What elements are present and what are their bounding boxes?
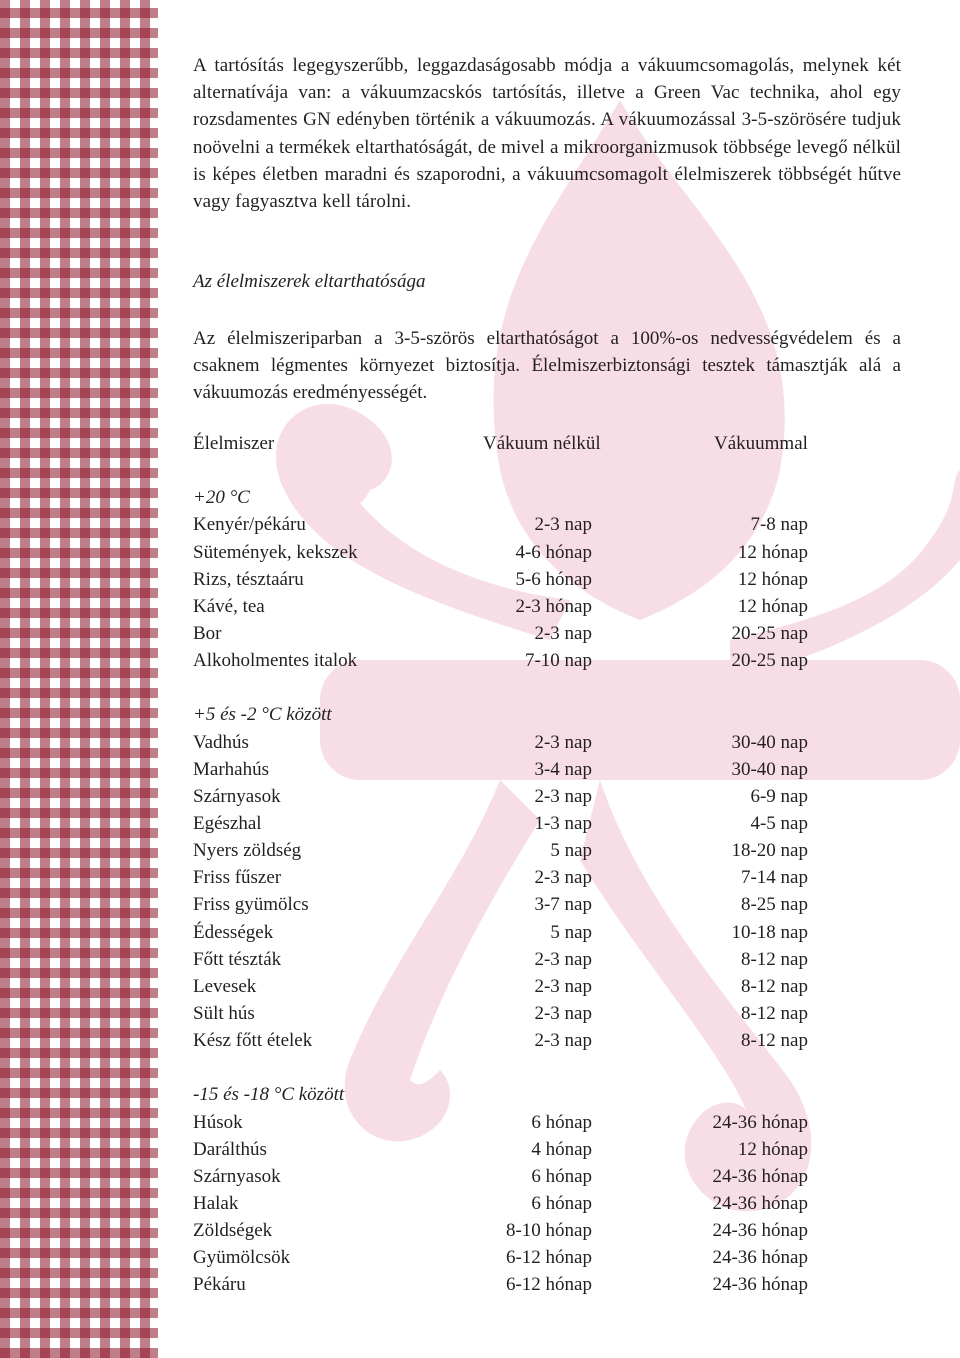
vacuum-cell: 10-18 nap <box>731 921 808 943</box>
food-cell: Vadhús <box>193 731 249 753</box>
no-vacuum-cell: 6 hónap <box>531 1192 592 1214</box>
vacuum-cell: 18-20 nap <box>731 840 808 862</box>
food-cell: Zöldségek <box>193 1220 273 1242</box>
vacuum-cell: 8-12 nap <box>740 975 808 997</box>
vacuum-cell: 7-14 nap <box>740 867 808 889</box>
no-vacuum-cell: 2-3 hónap <box>515 595 592 617</box>
table-row <box>193 837 813 864</box>
gingham-edge <box>158 0 170 1358</box>
gingham-border <box>0 0 158 1358</box>
no-vacuum-cell: 2-3 nap <box>534 1030 592 1052</box>
table-row <box>193 1190 813 1217</box>
no-vacuum-cell: 3-7 nap <box>534 894 592 916</box>
no-vacuum-cell: 2-3 nap <box>534 514 592 536</box>
no-vacuum-cell: 6-12 hónap <box>505 1247 592 1269</box>
food-cell: Rizs, tésztaáru <box>193 568 304 590</box>
vacuum-cell: 24-36 hónap <box>712 1220 808 1242</box>
vacuum-cell: 8-12 nap <box>740 1030 808 1052</box>
food-cell: Húsok <box>193 1111 243 1133</box>
food-cell: Friss gyümölcs <box>193 894 309 916</box>
food-cell: Sült hús <box>193 1002 255 1024</box>
food-cell: Alkoholmentes italok <box>193 650 358 672</box>
section-title <box>193 701 813 728</box>
vacuum-cell: 20-25 nap <box>731 622 808 644</box>
table-header-row <box>193 430 813 457</box>
no-vacuum-cell: 4-6 hónap <box>515 541 592 563</box>
food-cell: Szárnyasok <box>193 785 281 807</box>
vacuum-cell: 12 hónap <box>737 568 808 590</box>
table-row <box>193 1136 813 1163</box>
food-cell: Marhahús <box>193 758 269 780</box>
table-row <box>193 756 813 783</box>
section-title-text: +5 és -2 °C között <box>193 704 332 726</box>
vacuum-cell: 24-36 hónap <box>712 1247 808 1269</box>
no-vacuum-cell: 5 nap <box>550 921 592 943</box>
header-no-vacuum: Vákuum nélkül <box>483 433 601 454</box>
no-vacuum-cell: 7-10 nap <box>524 650 592 672</box>
no-vacuum-cell: 4 hónap <box>531 1138 592 1160</box>
shelf-life-table <box>193 430 813 1299</box>
table-row <box>193 511 813 538</box>
food-cell: Gyümölcsök <box>193 1247 291 1269</box>
table-row <box>193 729 813 756</box>
no-vacuum-cell: 1-3 nap <box>534 812 592 834</box>
vacuum-cell: 8-12 nap <box>740 1002 808 1024</box>
no-vacuum-cell: 5-6 hónap <box>515 568 592 590</box>
no-vacuum-cell: 8-10 hónap <box>505 1220 592 1242</box>
body-paragraph: Az élelmiszeriparban a 3-5-szörös eltarthatóságot a 100%-os nedvességvédelem és a csaknem légmentes környezet biztosítja. Élelmiszerbiztonsági tesztek támasztják alá a vákuumozás eredményességét. <box>193 328 901 404</box>
table-row <box>193 1109 813 1136</box>
section-title-text: +20 °C <box>193 487 250 509</box>
header-vacuum: Vákuummal <box>714 433 808 454</box>
table-row <box>193 1271 813 1298</box>
table-row <box>193 1244 813 1271</box>
section-title <box>193 1081 813 1108</box>
table-row <box>193 620 813 647</box>
table-row <box>193 919 813 946</box>
food-cell: Sütemények, kekszek <box>193 541 358 563</box>
no-vacuum-cell: 6-12 hónap <box>505 1274 592 1296</box>
no-vacuum-cell: 6 hónap <box>531 1165 592 1187</box>
intro-block <box>193 52 901 215</box>
vacuum-cell: 30-40 nap <box>731 731 808 753</box>
food-cell: Nyers zöldség <box>193 840 302 862</box>
table-row <box>193 593 813 620</box>
no-vacuum-cell: 5 nap <box>550 840 592 862</box>
table-row <box>193 891 813 918</box>
food-cell: Kenyér/pékáru <box>193 514 306 536</box>
food-cell: Friss fűszer <box>193 867 282 889</box>
food-cell: Egészhal <box>193 812 262 834</box>
table-row <box>193 1000 813 1027</box>
no-vacuum-cell: 3-4 nap <box>534 758 592 780</box>
vacuum-cell: 12 hónap <box>737 541 808 563</box>
food-cell: Levesek <box>193 975 257 997</box>
food-cell: Bor <box>193 622 222 644</box>
food-cell: Halak <box>193 1192 239 1214</box>
table-row <box>193 539 813 566</box>
intro-paragraph: A tartósítás legegyszerűbb, leggazdaságosabb módja a vákuumcsomagolás, melynek két alternatívája van: a vákuumzacskós tartósítás, illetve a Green Vac technika, ahol egy rozsdamentes GN edényben történik a vákuumozás. A vákuumozással 3-5-szörösére tudjuk noövelni a termékek eltarthatóságát, de mivel a mikroorganizmusok többsége levegő nélkül is képes életben maradni és szaporodni, a vákuumcsomagolt élelmiszerek többségét hűtve vagy fagyasztva kell tárolni. <box>193 55 901 213</box>
section-title <box>193 484 813 511</box>
no-vacuum-cell: 2-3 nap <box>534 975 592 997</box>
vacuum-cell: 30-40 nap <box>731 758 808 780</box>
food-cell: Kávé, tea <box>193 595 265 617</box>
table-row <box>193 864 813 891</box>
vacuum-cell: 12 hónap <box>737 595 808 617</box>
food-cell: Édességek <box>193 921 274 943</box>
no-vacuum-cell: 2-3 nap <box>534 867 592 889</box>
table-row <box>193 1027 813 1054</box>
no-vacuum-cell: 2-3 nap <box>534 731 592 753</box>
no-vacuum-cell: 6 hónap <box>531 1111 592 1133</box>
vacuum-cell: 20-25 nap <box>731 650 808 672</box>
food-cell: Főtt tészták <box>193 948 282 970</box>
header-food: Élelmiszer <box>193 433 275 454</box>
no-vacuum-cell: 2-3 nap <box>534 1002 592 1024</box>
vacuum-cell: 24-36 hónap <box>712 1111 808 1133</box>
vacuum-cell: 24-36 hónap <box>712 1274 808 1296</box>
no-vacuum-cell: 2-3 nap <box>534 622 592 644</box>
vacuum-cell: 24-36 hónap <box>712 1192 808 1214</box>
vacuum-cell: 12 hónap <box>737 1138 808 1160</box>
food-cell: Kész főtt ételek <box>193 1030 313 1052</box>
vacuum-cell: 8-25 nap <box>740 894 808 916</box>
table-row <box>193 973 813 1000</box>
table-row <box>193 1163 813 1190</box>
vacuum-cell: 4-5 nap <box>750 812 808 834</box>
vacuum-cell: 6-9 nap <box>750 785 808 807</box>
food-cell: Pékáru <box>193 1274 246 1296</box>
section-title-text: -15 és -18 °C között <box>193 1084 345 1106</box>
section-subheading: Az élelmiszerek eltarthatósága <box>193 271 426 292</box>
table-row <box>193 810 813 837</box>
table-row <box>193 1217 813 1244</box>
no-vacuum-cell: 2-3 nap <box>534 785 592 807</box>
vacuum-cell: 24-36 hónap <box>712 1165 808 1187</box>
vacuum-cell: 8-12 nap <box>740 948 808 970</box>
no-vacuum-cell: 2-3 nap <box>534 948 592 970</box>
table-row <box>193 783 813 810</box>
vacuum-cell: 7-8 nap <box>750 514 808 536</box>
table-row <box>193 946 813 973</box>
table-row <box>193 566 813 593</box>
food-cell: Szárnyasok <box>193 1165 281 1187</box>
food-cell: Darálthús <box>193 1138 267 1160</box>
table-row <box>193 647 813 674</box>
